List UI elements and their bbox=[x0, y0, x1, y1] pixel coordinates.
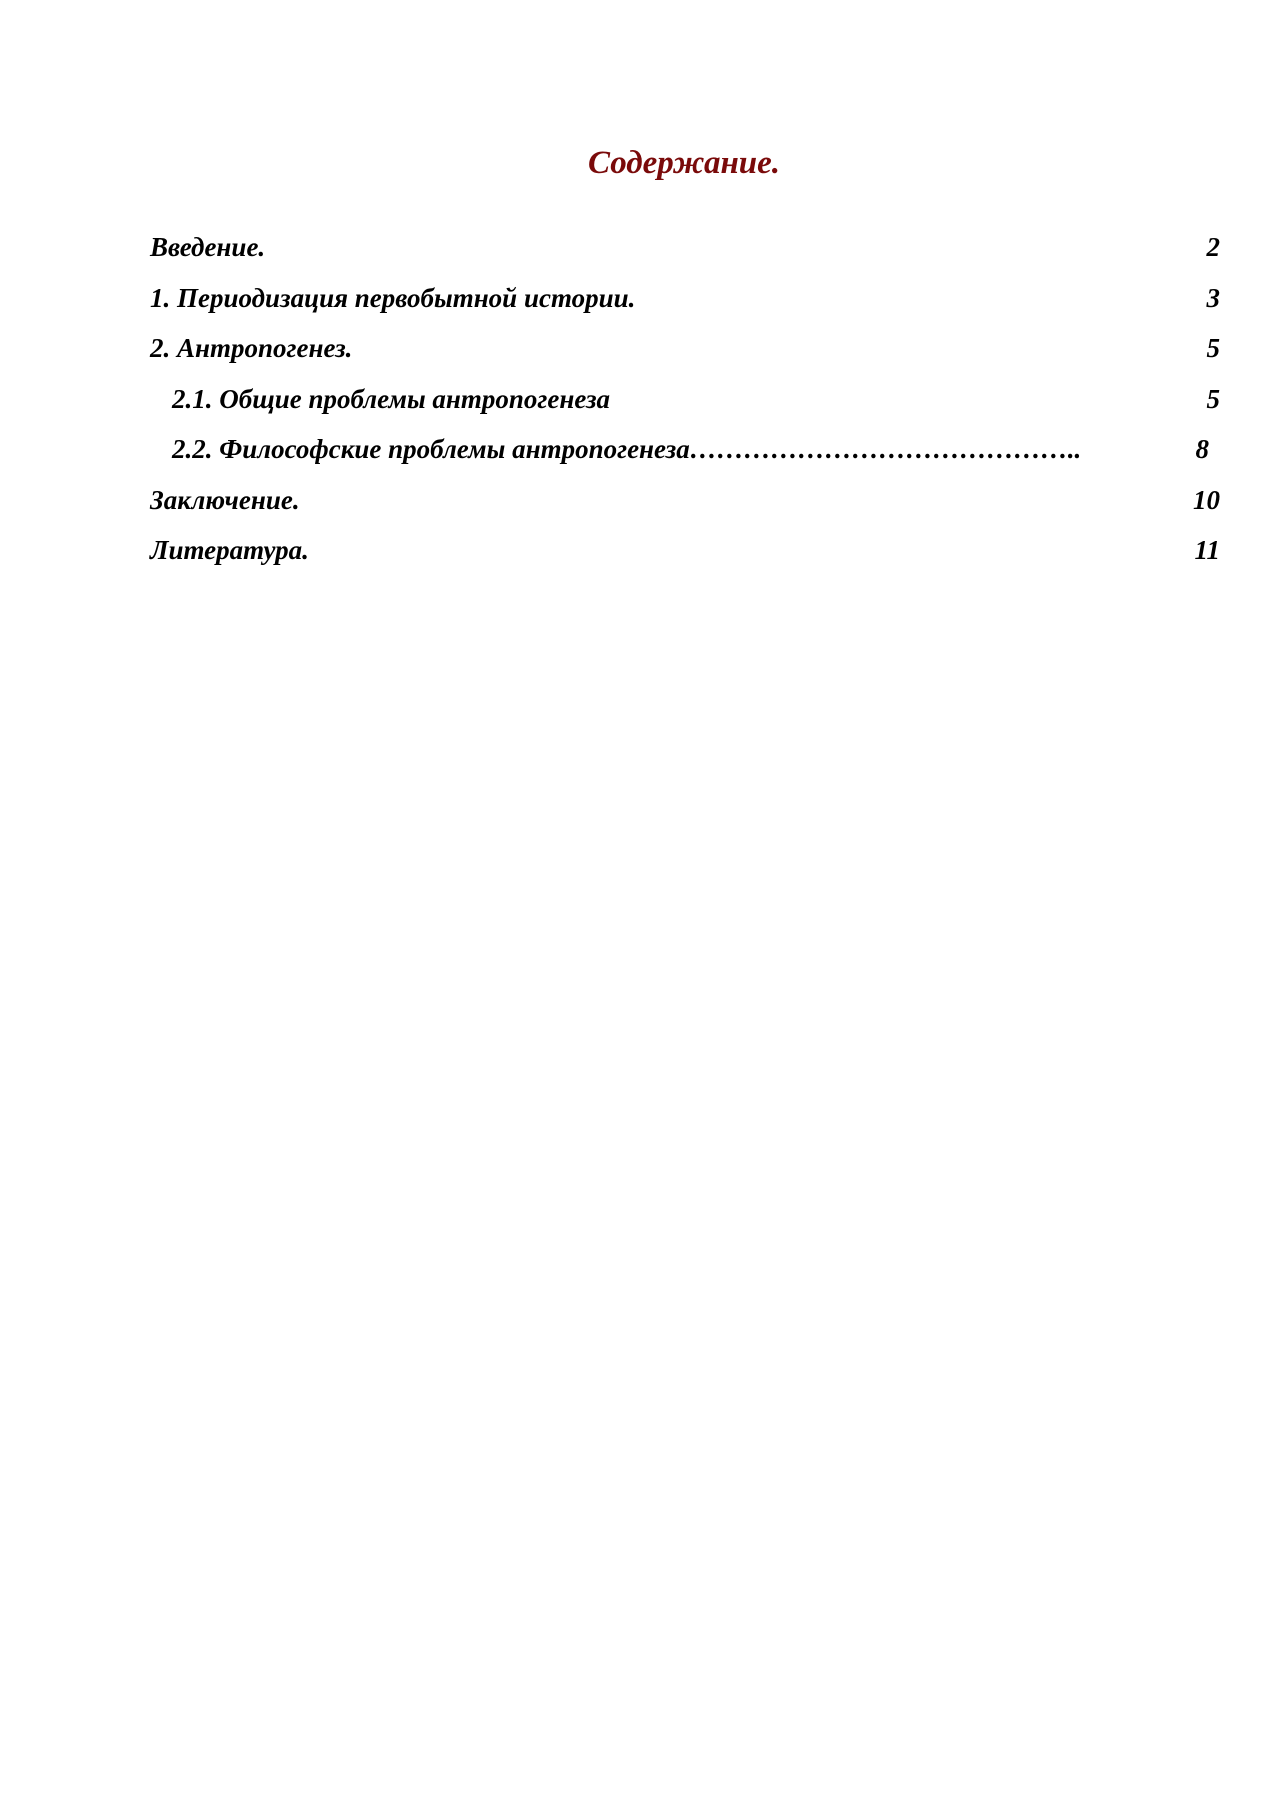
toc-item-page-number: 5 bbox=[1206, 333, 1220, 363]
toc-item-page-number: 2 bbox=[1206, 232, 1220, 262]
toc-item-periodization bbox=[150, 273, 1220, 324]
toc-item-anthropogenesis bbox=[150, 323, 1220, 374]
toc-item-page-number: 11 bbox=[1194, 535, 1220, 565]
table-of-contents bbox=[150, 222, 1220, 576]
toc-item-label: 1. Периодизация первобытной истории. bbox=[150, 282, 636, 313]
toc-item-label: Литература. bbox=[150, 535, 309, 565]
page-title: Содержание. bbox=[587, 145, 781, 181]
toc-item-label: Заключение. bbox=[150, 484, 300, 515]
toc-item-philosophical-problems bbox=[150, 424, 1220, 475]
toc-item-page-number: 8 bbox=[1195, 434, 1209, 464]
toc-item-label: Введение. bbox=[150, 232, 266, 262]
toc-item-introduction bbox=[150, 222, 1220, 273]
toc-item-label: 2.1. Общие проблемы антропогенеза bbox=[172, 383, 611, 414]
toc-item-label: 2.2. Философские проблемы антропогенеза…………………………………….. bbox=[172, 434, 1082, 464]
toc-item-label: 2. Антропогенез. bbox=[150, 333, 353, 363]
toc-item-page-number: 10 bbox=[1193, 484, 1220, 515]
toc-item-general-problems bbox=[150, 374, 1220, 425]
toc-item-page-number: 3 bbox=[1206, 282, 1220, 313]
toc-item-conclusion bbox=[150, 475, 1220, 526]
toc-item-literature bbox=[150, 525, 1220, 576]
toc-item-page-number: 5 bbox=[1206, 383, 1220, 414]
